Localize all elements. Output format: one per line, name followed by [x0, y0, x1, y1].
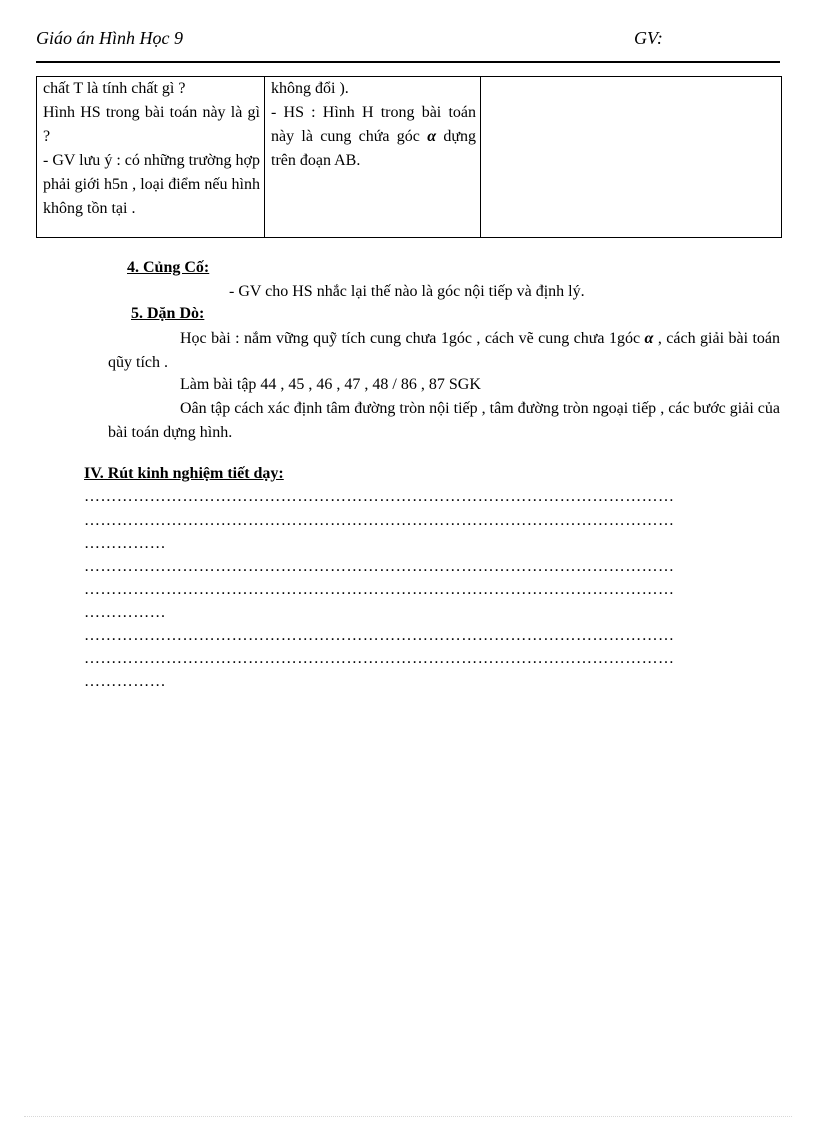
dotted-line: ………………………………………………………………………………………………: [84, 627, 675, 644]
section-iv-title: IV. Rút kinh nghiệm tiết dạy:: [84, 465, 284, 482]
student-line-2: - HS : Hình H trong bài toán này là cung chứa góc α dựng trên đoạn AB.: [271, 104, 477, 169]
notes-cell: [481, 77, 782, 238]
section-5-title: 5. Dặn Dò:: [131, 305, 205, 322]
header-rule: [36, 61, 780, 63]
student-line-1: không đổi ).: [271, 80, 349, 97]
dotted-line: ………………………………………………………………………………………………: [84, 488, 675, 505]
section-5-para-1: Học bài : nắm vững quỹ tích cung chưa 1góc , cách vẽ cung chưa 1góc α , cách giải bài toán qũy tích .: [108, 330, 781, 371]
dotted-line-short: ……………: [84, 673, 166, 690]
page-header: [36, 28, 780, 54]
dotted-line: ………………………………………………………………………………………………: [84, 581, 675, 598]
student-activity-cell: [265, 77, 481, 238]
page-bottom-border: [24, 1116, 792, 1117]
section-4-line: - GV cho HS nhắc lại thế nào là góc nội tiếp và định lý.: [229, 283, 585, 300]
teacher-line-3: - GV lưu ý : có những trường hợp phải giới h5n , loại điểm nếu hình không tồn tại .: [43, 152, 260, 217]
section-5-para-2: Làm bài tập 44 , 45 , 46 , 47 , 48 / 86 , 87 SGK: [180, 376, 481, 393]
teacher-line-2: Hình HS trong bài toán này là gì ?: [43, 104, 260, 145]
alpha-symbol-2: α: [644, 330, 654, 347]
dotted-line: ………………………………………………………………………………………………: [84, 650, 675, 667]
teacher-activity-cell: [37, 77, 265, 238]
dotted-line-short: ……………: [84, 604, 166, 621]
dotted-line: ………………………………………………………………………………………………: [84, 512, 675, 529]
dotted-line: ………………………………………………………………………………………………: [84, 558, 675, 575]
section-5-para-3: Oân tập cách xác định tâm đường tròn nội tiếp , tâm đường tròn ngoại tiếp , các bước giải của bài toán dựng hình.: [108, 400, 780, 441]
section-4-title: 4. Củng Cố:: [127, 259, 210, 276]
dotted-line-short: ……………: [84, 535, 166, 552]
header-teacher: GV:: [634, 28, 663, 48]
alpha-symbol: α: [427, 128, 437, 145]
teacher-line-1: chất T là tính chất gì ?: [43, 80, 186, 97]
lesson-table: [36, 76, 782, 238]
header-title: Giáo án Hình Học 9: [36, 28, 183, 48]
